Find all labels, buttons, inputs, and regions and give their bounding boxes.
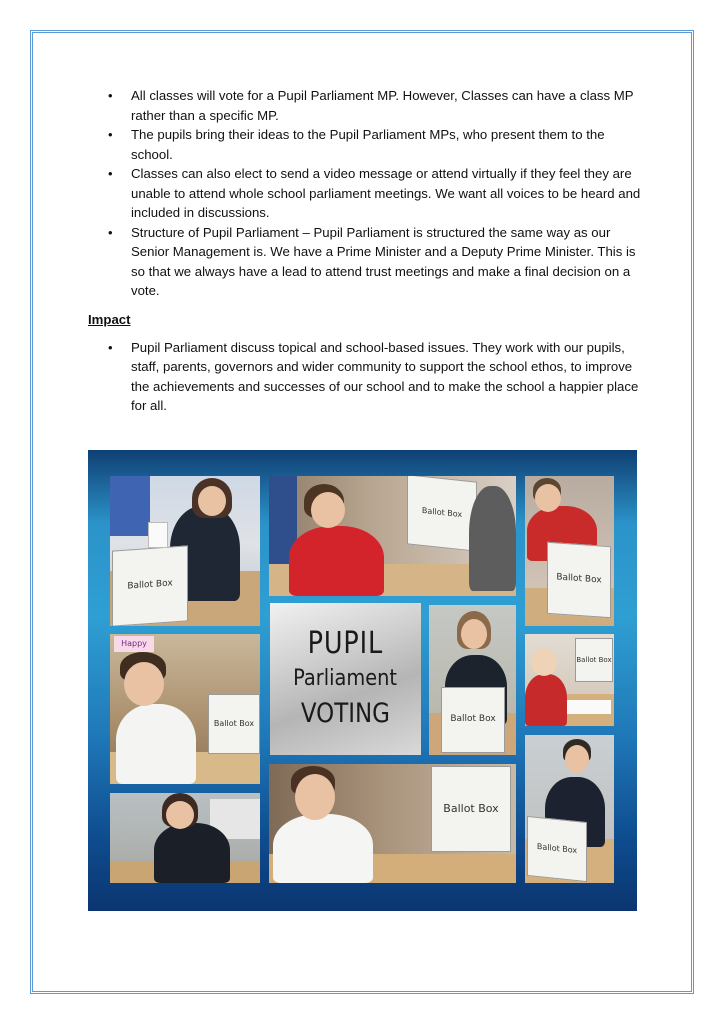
- ballot-box: Ballot Box: [441, 687, 505, 753]
- list-item: • Classes can also elect to send a video message or attend virtually if they feel they are unable to attend whole school parliament meetings. We want all voices to be heard and included in discussions.: [108, 166, 641, 220]
- collage-title-panel: [270, 603, 421, 755]
- ballot-box: Ballot Box: [575, 638, 613, 682]
- photo-boy-writing-vote: [525, 634, 614, 726]
- bullet-icon: •: [108, 224, 113, 240]
- list-item: • All classes will vote for a Pupil Parliament MP. However, Classes can have a class MP rather than a specific MP.: [108, 88, 634, 123]
- voting-photo-collage: [88, 450, 637, 911]
- list-item: • Pupil Parliament discuss topical and school-based issues. They work with our pupils, staff, parents, governors and wider community to support the school ethos, to improve the achievements and successes of our school and to make the school a happier place for all.: [108, 339, 639, 413]
- photo-boy-dark-jumper-voting: [525, 735, 614, 883]
- impact-heading: Impact: [88, 311, 131, 327]
- list-item: • Structure of Pupil Parliament – Pupil Parliament is structured the same way as our Senior Management is. We have a Prime Minister and a Deputy Prime Minister. This is so that we always have a lead to attend trust meetings and make a final decision on a vote.: [108, 224, 636, 298]
- ballot-box: Ballot Box: [431, 766, 511, 852]
- bullet-icon: •: [108, 88, 113, 103]
- ballot-box: Ballot Box: [112, 545, 188, 626]
- collage-title-line1: PUPIL: [307, 626, 384, 661]
- ballot-box: Ballot Box: [407, 476, 477, 552]
- photo-boy-red-voting: [269, 476, 516, 596]
- ballot-box: Ballot Box: [527, 816, 587, 882]
- photo-girl-glasses-voting: [429, 605, 516, 755]
- photo-girl-writing-vote: [110, 793, 260, 883]
- ballot-box: Ballot Box: [208, 694, 260, 754]
- ballot-box: Ballot Box: [547, 542, 611, 618]
- happy-sign: Happy: [114, 636, 154, 652]
- bullet-icon: •: [108, 127, 113, 142]
- collage-title-line3: VOTING: [300, 698, 391, 729]
- photo-boy-white-shirt-voting: [110, 634, 260, 784]
- photo-boy-excited-voting: [269, 764, 516, 883]
- photo-boy-glasses-voting: [525, 476, 614, 626]
- document-body: [88, 86, 644, 416]
- bullet-icon: •: [108, 166, 113, 181]
- list-item: • The pupils bring their ideas to the Pupil Parliament MPs, who present them to the school.: [108, 127, 605, 162]
- photo-girl-voting: [110, 476, 260, 626]
- bullet-icon: •: [108, 339, 113, 355]
- intro-bullet-list: [88, 86, 644, 301]
- impact-bullet-list: [88, 338, 644, 416]
- collage-title-line2: Parliament: [293, 666, 398, 691]
